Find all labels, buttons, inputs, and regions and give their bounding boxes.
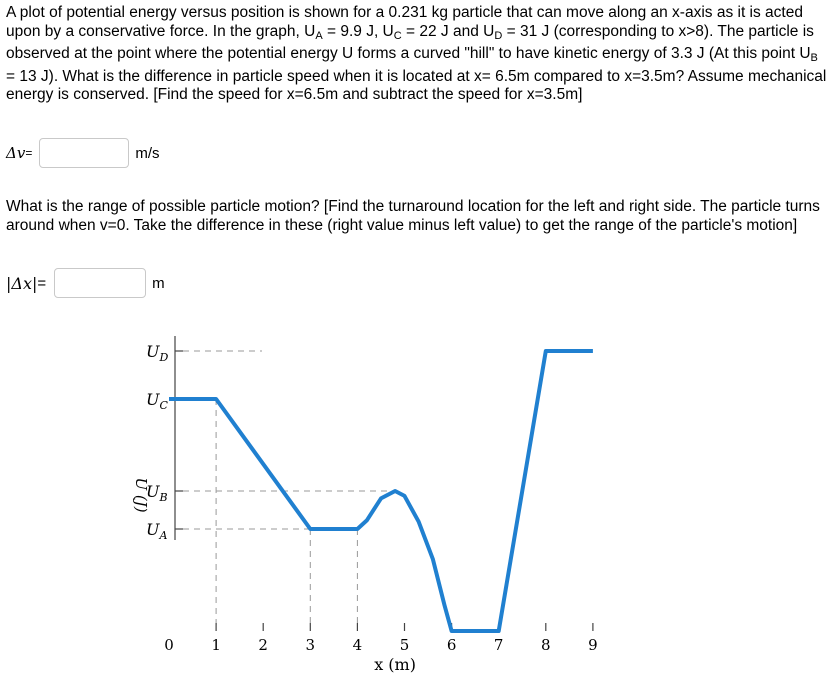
delta-x-equals: = [37,274,47,292]
x-tick-label-4: 4 [352,636,363,654]
x-tick-label-0: 0 [164,636,174,654]
delta-v-equals: = [25,146,33,160]
delta-v-label: Δv [6,144,26,162]
y-axis-ticks [146,342,183,542]
x-axis-label: x (m) [374,655,416,674]
delta-x-label: |Δx| [6,273,38,293]
x-tick-label-1: 1 [211,636,221,654]
question-1-text: A plot of potential energy versus position is shown for a 0.231 kg particle that can move along an x-axis as it is acted upon by a conservative force. In the graph, $U_A = 9.9$ J, $U_C = 22$ J and $U_D = 31$ J (corresponding to x>8). The particle is observed at the point where the potential energy U forms a curved "hill" to have kinetic energy of 3.3 J (At this point $U_B = 13$ J). What is the difference in particle speed when it is located at x= 6.5m compared to x=3.5m? Assume mechanical energy is conserved. [Find the speed for x=6.5m and subtract the speed for x=3.5m] [6,4,827,104]
x-tick-label-7: 7 [493,636,504,654]
x-tick-label-5: 5 [399,636,410,654]
y-tick-label-ud: $U_D$ [146,342,169,364]
y-tick-label-ub: $U_B$ [146,482,168,504]
x-tick-label-2: 2 [258,636,268,654]
y-axis-label: U (J) [132,477,150,513]
delta-v-unit: m/s [135,144,160,162]
x-tick-label-9: 9 [588,636,598,654]
delta-x-unit: m [152,274,165,292]
y-tick-label-uc: $U_C$ [146,390,168,412]
x-tick-label-3: 3 [305,636,316,654]
dashed-guides [183,351,392,625]
x-tick-label-8: 8 [541,636,551,654]
x-axis-ticks [164,623,597,654]
y-tick-label-ua: $U_A$ [146,520,168,542]
question-2-text: What is the range of possible particle motion? [Find the turnaround location for the left and right side. The particle turns around when v=0. Take the difference in these (right value minus left value) to get the range of the particle's motion] [6,198,820,234]
x-tick-label-6: 6 [446,636,457,654]
